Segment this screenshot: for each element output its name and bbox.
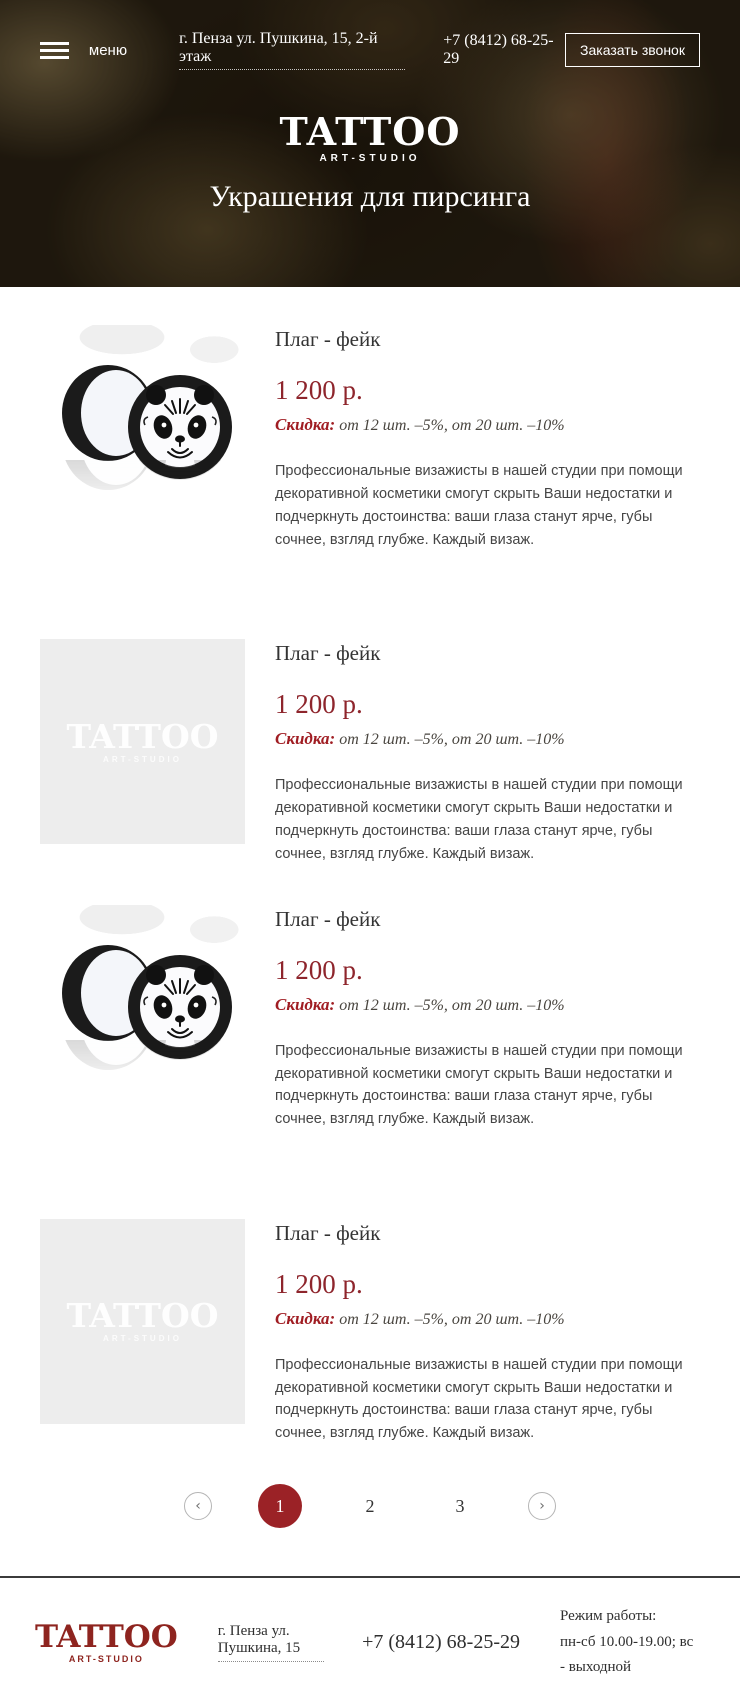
product-card (40, 639, 700, 866)
logo-title: TATTOO (279, 109, 461, 154)
product-price: 1 200 р. (275, 954, 363, 985)
discount-label: Скидка: (275, 994, 336, 1014)
watermark-logo-subtitle: ART-STUDIO (103, 754, 182, 764)
product-title[interactable]: Плаг - фейк (275, 906, 381, 931)
product-image-placeholder[interactable] (40, 639, 245, 866)
product-list (0, 287, 740, 1528)
menu-link[interactable]: меню (88, 41, 128, 59)
footer-address-link[interactable]: г. Пенза ул. Пушкина, 15 (218, 1623, 324, 1662)
logo-subtitle: ART-STUDIO (319, 153, 421, 164)
footer-phone-link[interactable]: +7 (8412) 68-25-29 (362, 1631, 520, 1653)
placeholder-logo-watermark (40, 1219, 245, 1424)
header-phone-link[interactable]: +7 (8412) 68-25-29 (443, 32, 554, 67)
pagination-page-3[interactable]: 3 (455, 1495, 465, 1516)
header-logo[interactable] (0, 109, 740, 164)
footer-hours-value: пн-сб 10.00-19.00; вс - выходной (559, 1633, 694, 1676)
pagination-page-2[interactable]: 2 (365, 1495, 375, 1516)
footer-logo[interactable] (35, 1618, 178, 1664)
product-price: 1 200 р. (275, 1268, 363, 1299)
discount-label: Скидка: (275, 415, 336, 434)
footer-logo-subtitle: ART-STUDIO (68, 1653, 144, 1664)
page-title: Украшения для пирсинга (209, 180, 531, 213)
hamburger-menu-icon[interactable] (40, 38, 69, 63)
discount-text: от 12 шт. –5%, от 20 шт. –10% (339, 996, 565, 1014)
header-address-link[interactable]: г. Пенза ул. Пушкина, 15, 2-й этаж (179, 30, 405, 70)
callback-button[interactable]: Заказать звонок (565, 33, 700, 67)
pagination-page-1[interactable]: 1 (258, 1484, 302, 1528)
product-card (40, 1219, 700, 1446)
discount-text: от 12 шт. –5%, от 20 шт. –10% (339, 1310, 565, 1328)
footer (0, 1576, 740, 1705)
discount-label: Скидка: (275, 729, 336, 748)
product-description: Профессиональные визажисты в нашей студии при помощи декоративной косметики смогут скрыть Ваши недостатки и подчеркнуть достоинства: ваши глаза станут ярче, губы сочнее, взгляд глубже. Каждый визаж. (275, 777, 683, 862)
footer-hours-label: Режим работы: (559, 1608, 657, 1625)
placeholder-logo-watermark (40, 639, 245, 844)
discount-line (275, 995, 700, 1015)
discount-label: Скидка: (275, 1308, 336, 1328)
product-title[interactable]: Плаг - фейк (275, 327, 381, 351)
footer-logo-title: TATTOO (35, 1618, 178, 1655)
pagination-prev-icon[interactable]: ‹ (184, 1492, 212, 1520)
product-image-reflection (40, 460, 245, 530)
watermark-logo-subtitle: ART-STUDIO (103, 1334, 182, 1344)
top-bar (0, 0, 740, 70)
discount-line (275, 729, 700, 749)
watermark-logo-title: TATTOO (66, 1296, 219, 1336)
pagination-next-icon[interactable]: › (528, 1492, 556, 1520)
product-image-reflection (40, 1040, 245, 1110)
discount-text: от 12 шт. –5%, от 20 шт. –10% (339, 731, 565, 748)
discount-text: от 12 шт. –5%, от 20 шт. –10% (339, 417, 565, 434)
product-card (40, 325, 700, 600)
product-title[interactable]: Плаг - фейк (275, 641, 381, 665)
product-description: Профессиональные визажисты в нашей студии при помощи декоративной косметики смогут скрыть Ваши недостатки и подчеркнуть достоинства: ваши глаза станут ярче, губы сочнее, взгляд глубже. Каждый визаж. (275, 1042, 683, 1128)
product-image-panda-plug[interactable] (40, 325, 245, 600)
discount-line (275, 1309, 700, 1329)
product-image-placeholder[interactable] (40, 1219, 245, 1446)
watermark-logo-title: TATTOO (66, 716, 219, 756)
product-description: Профессиональные визажисты в нашей студии при помощи декоративной косметики смогут скрыть Ваши недостатки и подчеркнуть достоинства: ваши глаза станут ярче, губы сочнее, взгляд глубже. Каждый визаж. (275, 1356, 683, 1442)
footer-hours (560, 1604, 700, 1681)
product-description: Профессиональные визажисты в нашей студии при помощи декоративной косметики смогут скрыть Ваши недостатки и подчеркнуть достоинства: ваши глаза станут ярче, губы сочнее, взгляд глубже. Каждый визаж. (275, 463, 683, 548)
hero-header (0, 0, 740, 287)
product-image-panda-plug[interactable] (40, 905, 245, 1180)
product-title[interactable]: Плаг - фейк (275, 1220, 381, 1245)
product-card (40, 905, 700, 1180)
product-price: 1 200 р. (275, 689, 363, 719)
product-price: 1 200 р. (275, 375, 363, 405)
discount-line (275, 415, 700, 435)
